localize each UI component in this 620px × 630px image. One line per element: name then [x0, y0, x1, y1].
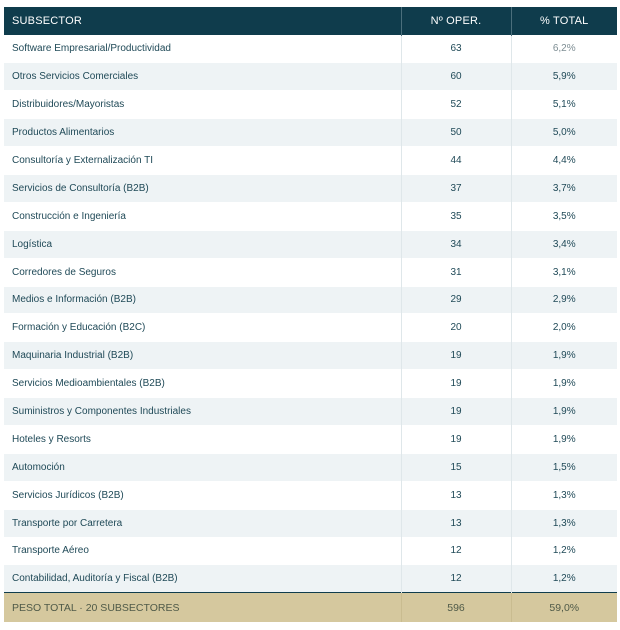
cell-subsector: Contabilidad, Auditoría y Fiscal (B2B) [4, 565, 401, 593]
table-row [4, 119, 617, 147]
cell-percent: 4,4% [511, 147, 617, 175]
total-percent: 59,0% [511, 593, 617, 622]
header-percent: % TOTAL [511, 7, 617, 35]
total-row [4, 593, 617, 622]
cell-subsector: Productos Alimentarios [4, 119, 401, 147]
cell-operations: 52 [401, 91, 511, 119]
cell-percent: 1,3% [511, 509, 617, 537]
cell-operations: 63 [401, 35, 511, 63]
cell-subsector: Distribuidores/Mayoristas [4, 91, 401, 119]
cell-operations: 31 [401, 258, 511, 286]
cell-percent: 3,1% [511, 258, 617, 286]
cell-subsector: Corredores de Seguros [4, 258, 401, 286]
cell-subsector: Construcción e Ingeniería [4, 202, 401, 230]
cell-operations: 19 [401, 425, 511, 453]
cell-percent: 1,9% [511, 342, 617, 370]
table-row [4, 481, 617, 509]
cell-subsector: Logística [4, 230, 401, 258]
cell-percent: 2,0% [511, 314, 617, 342]
header-row [4, 7, 617, 35]
table-row [4, 286, 617, 314]
cell-operations: 60 [401, 63, 511, 91]
cell-operations: 19 [401, 370, 511, 398]
table-row [4, 509, 617, 537]
table-row [4, 314, 617, 342]
table-row [4, 174, 617, 202]
table-row [4, 147, 617, 175]
cell-operations: 13 [401, 481, 511, 509]
cell-operations: 19 [401, 398, 511, 426]
cell-subsector: Servicios Jurídicos (B2B) [4, 481, 401, 509]
cell-operations: 13 [401, 509, 511, 537]
cell-percent: 1,9% [511, 425, 617, 453]
cell-operations: 50 [401, 119, 511, 147]
table-row [4, 425, 617, 453]
cell-subsector: Automoción [4, 453, 401, 481]
header-operations: Nº OPER. [401, 7, 511, 35]
cell-percent: 1,3% [511, 481, 617, 509]
cell-subsector: Formación y Educación (B2C) [4, 314, 401, 342]
table-row [4, 537, 617, 565]
table-row [4, 35, 617, 63]
cell-subsector: Otros Servicios Comerciales [4, 63, 401, 91]
table-footer [4, 593, 617, 622]
cell-operations: 37 [401, 174, 511, 202]
table-row [4, 370, 617, 398]
table-row [4, 565, 617, 593]
cell-percent: 5,9% [511, 63, 617, 91]
total-label: PESO TOTAL · 20 SUBSECTORES [4, 593, 401, 622]
table-header [4, 7, 617, 35]
cell-subsector: Medios e Información (B2B) [4, 286, 401, 314]
cell-percent: 3,5% [511, 202, 617, 230]
cell-operations: 34 [401, 230, 511, 258]
cell-percent: 1,5% [511, 453, 617, 481]
table-row [4, 258, 617, 286]
cell-operations: 12 [401, 565, 511, 593]
table-row [4, 63, 617, 91]
cell-percent: 1,2% [511, 565, 617, 593]
cell-percent: 3,4% [511, 230, 617, 258]
cell-operations: 15 [401, 453, 511, 481]
cell-operations: 44 [401, 147, 511, 175]
cell-percent: 6,2% [511, 35, 617, 63]
cell-subsector: Consultoría y Externalización TI [4, 147, 401, 175]
table-row [4, 202, 617, 230]
cell-percent: 1,2% [511, 537, 617, 565]
table-row [4, 398, 617, 426]
cell-percent: 1,9% [511, 398, 617, 426]
subsector-table-container [4, 7, 617, 622]
table-body [4, 35, 617, 593]
cell-subsector: Servicios Medioambientales (B2B) [4, 370, 401, 398]
cell-subsector: Transporte por Carretera [4, 509, 401, 537]
cell-percent: 5,1% [511, 91, 617, 119]
table-row [4, 91, 617, 119]
table-row [4, 342, 617, 370]
table-row [4, 453, 617, 481]
cell-subsector: Software Empresarial/Productividad [4, 35, 401, 63]
total-operations: 596 [401, 593, 511, 622]
cell-subsector: Hoteles y Resorts [4, 425, 401, 453]
cell-operations: 19 [401, 342, 511, 370]
cell-operations: 29 [401, 286, 511, 314]
cell-percent: 3,7% [511, 174, 617, 202]
cell-percent: 1,9% [511, 370, 617, 398]
cell-subsector: Maquinaria Industrial (B2B) [4, 342, 401, 370]
table-row [4, 230, 617, 258]
subsector-table [4, 7, 617, 622]
cell-operations: 20 [401, 314, 511, 342]
header-subsector: SUBSECTOR [12, 14, 83, 27]
cell-percent: 2,9% [511, 286, 617, 314]
cell-operations: 35 [401, 202, 511, 230]
cell-subsector: Suministros y Componentes Industriales [4, 398, 401, 426]
cell-percent: 5,0% [511, 119, 617, 147]
cell-subsector: Servicios de Consultoría (B2B) [4, 174, 401, 202]
cell-operations: 12 [401, 537, 511, 565]
cell-subsector: Transporte Aéreo [4, 537, 401, 565]
